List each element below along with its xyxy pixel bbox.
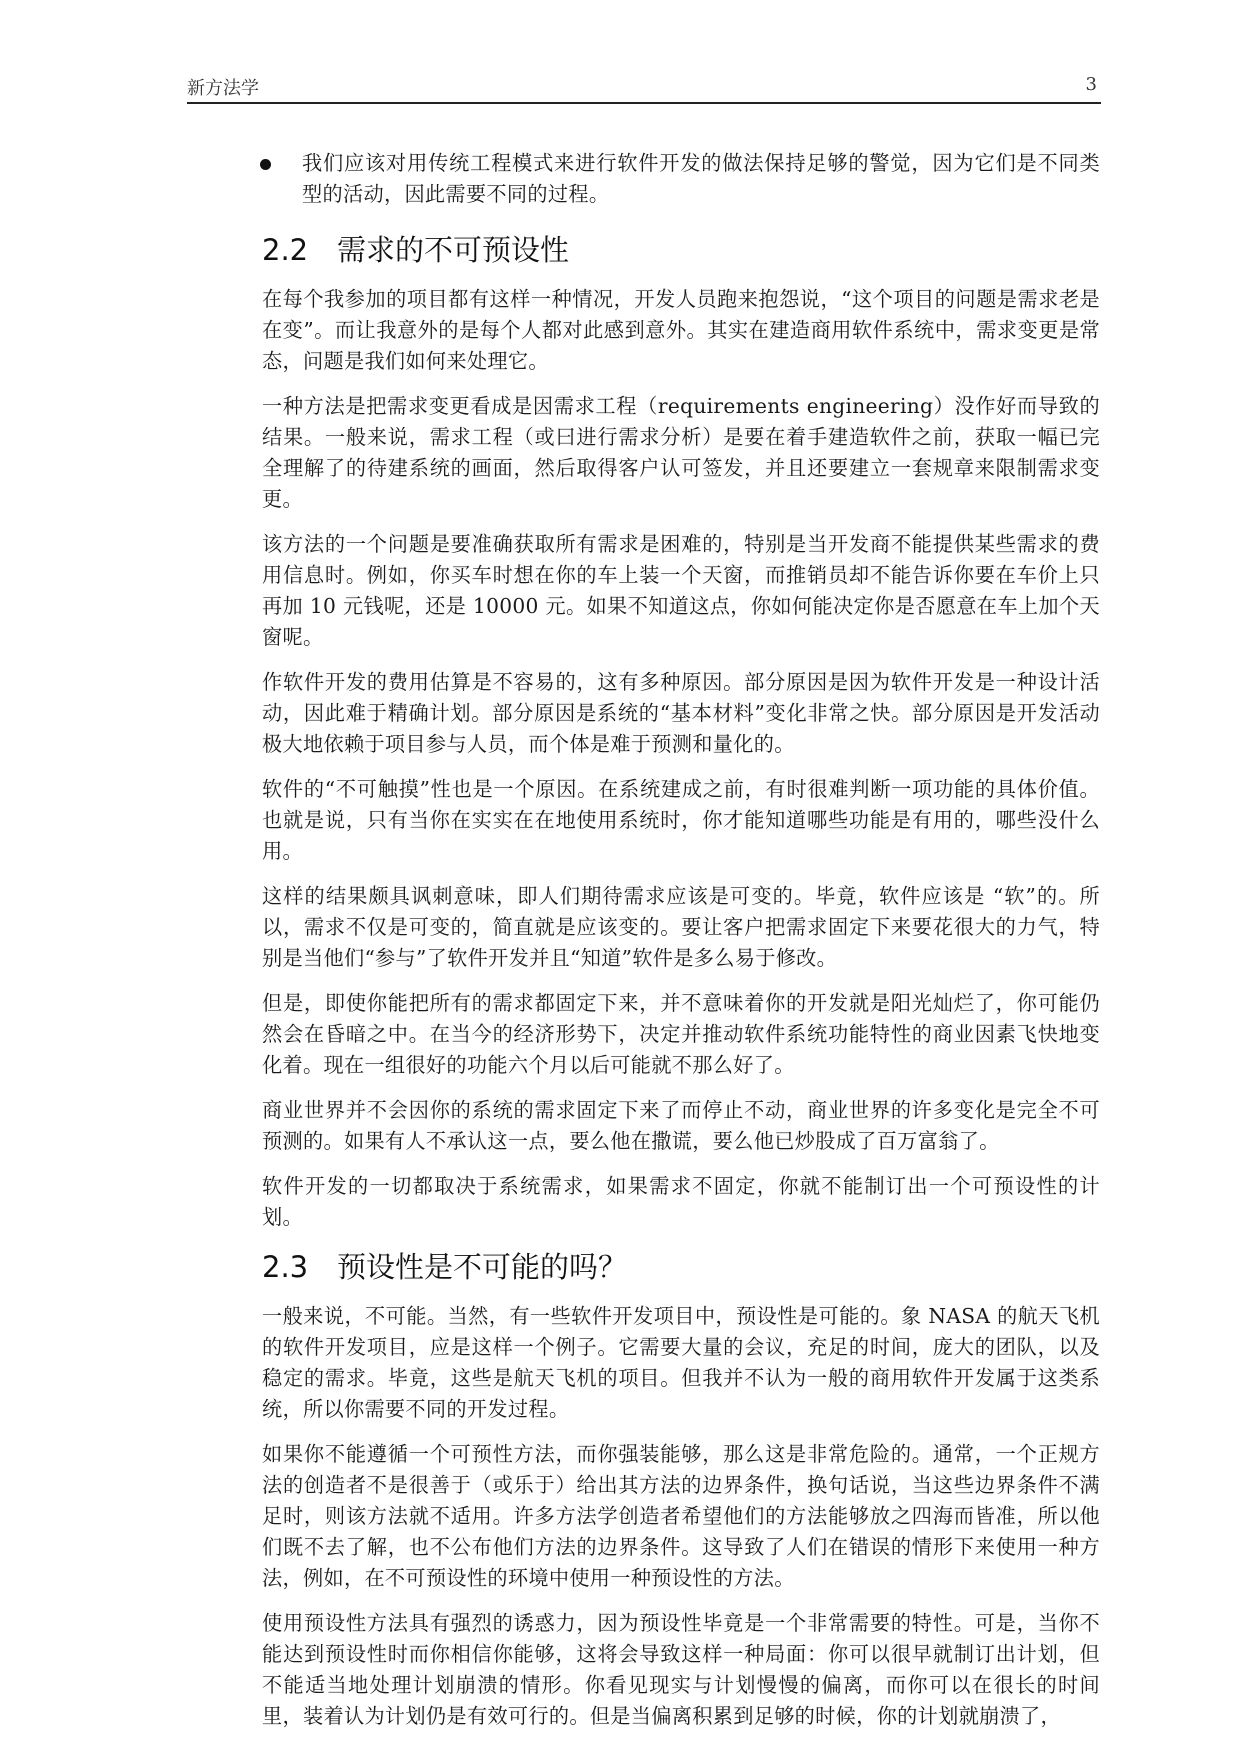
bullet-dot-icon: [260, 159, 271, 170]
paragraph: 一般来说，不可能。当然，有一些软件开发项目中，预设性是可能的。象 NASA 的航天飞机的软件开发项目，应是这样一个例子。它需要大量的会议，充足的时间，庞大的团队，以及稳定的需求。毕竟，这些是航天飞机的项目。但我并不认为一般的商用软件开发属于这类系统，所以你需要不同的开发过程。: [262, 1304, 1100, 1421]
section-title: 预设性是不可能的吗？: [337, 1250, 628, 1284]
section-number: 2.3: [262, 1250, 309, 1284]
paragraph: 使用预设性方法具有强烈的诱惑力，因为预设性毕竟是一个非常需要的特性。可是，当你不能达到预设性时而你相信你能够，这将会导致这样一种局面：你可以很早就制订出计划，但不能适当地处理计划崩溃的情形。你看见现实与计划慢慢的偏离，而你可以在很长的时间里，装着认为计划仍是有效可行的。但是当偏离积累到足够的时候，你的计划就崩溃了，: [262, 1611, 1100, 1728]
header-title: 新方法学: [187, 78, 259, 99]
paragraph: 该方法的一个问题是要准确获取所有需求是困难的，特别是当开发商不能提供某些需求的费用信息时。例如，你买车时想在你的车上装一个天窗，而推销员却不能告诉你要在车价上只再加 10 元钱呢，还是 10000 元。如果不知道这点，你如何能决定你是否愿意在车上加个天窗呢。: [262, 532, 1100, 649]
page-header: [187, 72, 1101, 104]
paragraph: 软件的“不可触摸”性也是一个原因。在系统建成之前，有时很难判断一项功能的具体价值。也就是说，只有当你在实实在在地使用系统时，你才能知道哪些功能是有用的，哪些没什么用。: [262, 777, 1100, 863]
section-heading-2-2: [262, 230, 1100, 270]
paragraph: 如果你不能遵循一个可预性方法，而你强装能够，那么这是非常危险的。通常，一个正规方法的创造者不是很善于（或乐于）给出其方法的边界条件，换句话说，当这些边界条件不满足时，则该方法就不适用。许多方法学创造者希望他们的方法能够放之四海而皆准，所以他们既不去了解，也不公布他们方法的边界条件。这导致了人们在错误的情形下来使用一种方法，例如，在不可预设性的环境中使用一种预设性的方法。: [262, 1442, 1100, 1590]
paragraph: 但是，即使你能把所有的需求都固定下来，并不意味着你的开发就是阳光灿烂了，你可能仍然会在昏暗之中。在当今的经济形势下，决定并推动软件系统功能特性的商业因素飞快地变化着。现在一组很好的功能六个月以后可能就不那么好了。: [262, 991, 1100, 1077]
paragraph: 作软件开发的费用估算是不容易的，这有多种原因。部分原因是因为软件开发是一种设计活动，因此难于精确计划。部分原因是系统的“基本材料”变化非常之快。部分原因是开发活动极大地依赖于项目参与人员，而个体是难于预测和量化的。: [262, 670, 1100, 756]
page-number: 3: [1085, 74, 1097, 95]
paragraph: 这样的结果颇具讽刺意味，即人们期待需求应该是可变的。毕竟，软件应该是 “软”的。所以，需求不仅是可变的，简直就是应该变的。要让客户把需求固定下来要花很大的力气，特别是当他们“参与”了软件开发并且“知道”软件是多么易于修改。: [262, 884, 1100, 970]
section-title: 需求的不可预设性: [337, 233, 570, 267]
bullet-text: 我们应该对用传统工程模式来进行软件开发的做法保持足够的警觉，因为它们是不同类型的活动，因此需要不同的过程。: [302, 151, 1100, 206]
paragraph: 软件开发的一切都取决于系统需求，如果需求不固定，你就不能制订出一个可预设性的计划。: [262, 1174, 1100, 1229]
paragraph: 一种方法是把需求变更看成是因需求工程（requirements engineering）没作好而导致的结果。一般来说，需求工程（或曰进行需求分析）是要在着手建造软件之前，获取一幅已完全理解了的待建系统的画面，然后取得客户认可签发，并且还要建立一套规章来限制需求变更。: [262, 394, 1100, 511]
section-number: 2.2: [262, 233, 309, 267]
page-content: [262, 148, 1100, 1746]
section-heading-2-3: [262, 1247, 1100, 1287]
paragraph: 商业世界并不会因你的系统的需求固定下来了而停止不动，商业世界的许多变化是完全不可预测的。如果有人不承认这一点，要么他在撒谎，要么他已炒股成了百万富翁了。: [262, 1098, 1100, 1153]
paragraph: 在每个我参加的项目都有这样一种情况，开发人员跑来抱怨说，“这个项目的问题是需求老是在变”。而让我意外的是每个人都对此感到意外。其实在建造商用软件系统中，需求变更是常态，问题是我们如何来处理它。: [262, 287, 1100, 373]
bullet-item: [260, 148, 1100, 210]
